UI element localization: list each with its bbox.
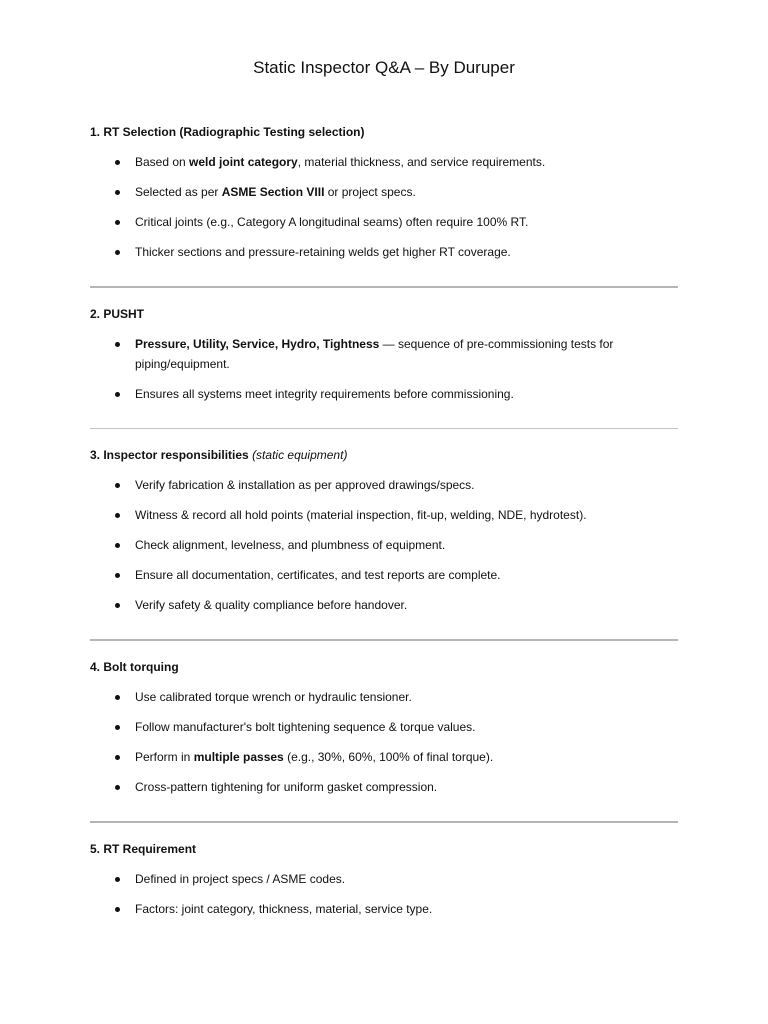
list-item: Ensures all systems meet integrity requirements before commissioning. (90, 384, 680, 404)
section-heading: 3. Inspector responsibilities (static equipment) (90, 448, 348, 462)
list-item: Use calibrated torque wrench or hydraulic tensioner. (90, 687, 680, 707)
list-item: Critical joints (e.g., Category A longitudinal seams) often require 100% RT. (90, 212, 680, 232)
bullet-icon (115, 220, 120, 225)
bullet-icon (115, 392, 120, 397)
document-title: Static Inspector Q&A – By Duruper (253, 58, 515, 77)
list-item: Factors: joint category, thickness, material, service type. (90, 899, 680, 919)
section-divider (90, 821, 678, 823)
section-pusht (90, 306, 680, 404)
section-heading-note: (static equipment) (252, 448, 348, 462)
section-divider (90, 428, 678, 429)
bullet-list (90, 152, 680, 262)
list-item: Follow manufacturer's bolt tightening sequence & torque values. (90, 717, 680, 737)
bullet-icon (115, 907, 120, 912)
list-item: Check alignment, levelness, and plumbness of equipment. (90, 535, 680, 555)
section-heading: 5. RT Requirement (90, 842, 197, 856)
list-item: Defined in project specs / ASME codes. (90, 869, 680, 889)
bullet-icon (115, 603, 120, 608)
list-item: Pressure, Utility, Service, Hydro, Tightness — sequence of pre-commissioning tests for piping/equipment. (90, 334, 680, 374)
bullet-list (90, 475, 680, 615)
bullet-icon (115, 160, 120, 165)
list-item: Verify fabrication & installation as per approved drawings/specs. (90, 475, 680, 495)
bullet-icon (115, 190, 120, 195)
bullet-list (90, 334, 680, 404)
section-inspector-responsibilities (90, 447, 680, 615)
list-item: Verify safety & quality compliance before handover. (90, 595, 680, 615)
bullet-icon (115, 725, 120, 730)
bullet-icon (115, 543, 120, 548)
bullet-icon (115, 573, 120, 578)
bullet-icon (115, 877, 120, 882)
section-heading: 4. Bolt torquing (90, 660, 179, 674)
bullet-list (90, 869, 680, 919)
bullet-icon (115, 342, 120, 347)
list-item: Witness & record all hold points (material inspection, fit-up, welding, NDE, hydrotest). (90, 505, 680, 525)
section-heading: 1. RT Selection (Radiographic Testing selection) (90, 125, 365, 139)
section-divider (90, 639, 678, 641)
list-item: Based on weld joint category, material thickness, and service requirements. (90, 152, 680, 172)
bullet-icon (115, 483, 120, 488)
section-rt-requirement (90, 841, 680, 919)
list-item: Perform in multiple passes (e.g., 30%, 60%, 100% of final torque). (90, 747, 680, 767)
bullet-icon (115, 250, 120, 255)
list-item: Thicker sections and pressure-retaining welds get higher RT coverage. (90, 242, 680, 262)
bullet-icon (115, 513, 120, 518)
bullet-icon (115, 785, 120, 790)
list-item: Ensure all documentation, certificates, and test reports are complete. (90, 565, 680, 585)
list-item: Cross-pattern tightening for uniform gasket compression. (90, 777, 680, 797)
bullet-icon (115, 695, 120, 700)
section-heading: 2. PUSHT (90, 307, 145, 321)
bullet-icon (115, 755, 120, 760)
list-item: Selected as per ASME Section VIII or project specs. (90, 182, 680, 202)
section-rt-selection (90, 124, 680, 262)
section-bolt-torquing (90, 659, 680, 797)
section-divider (90, 286, 678, 288)
bullet-list (90, 687, 680, 797)
